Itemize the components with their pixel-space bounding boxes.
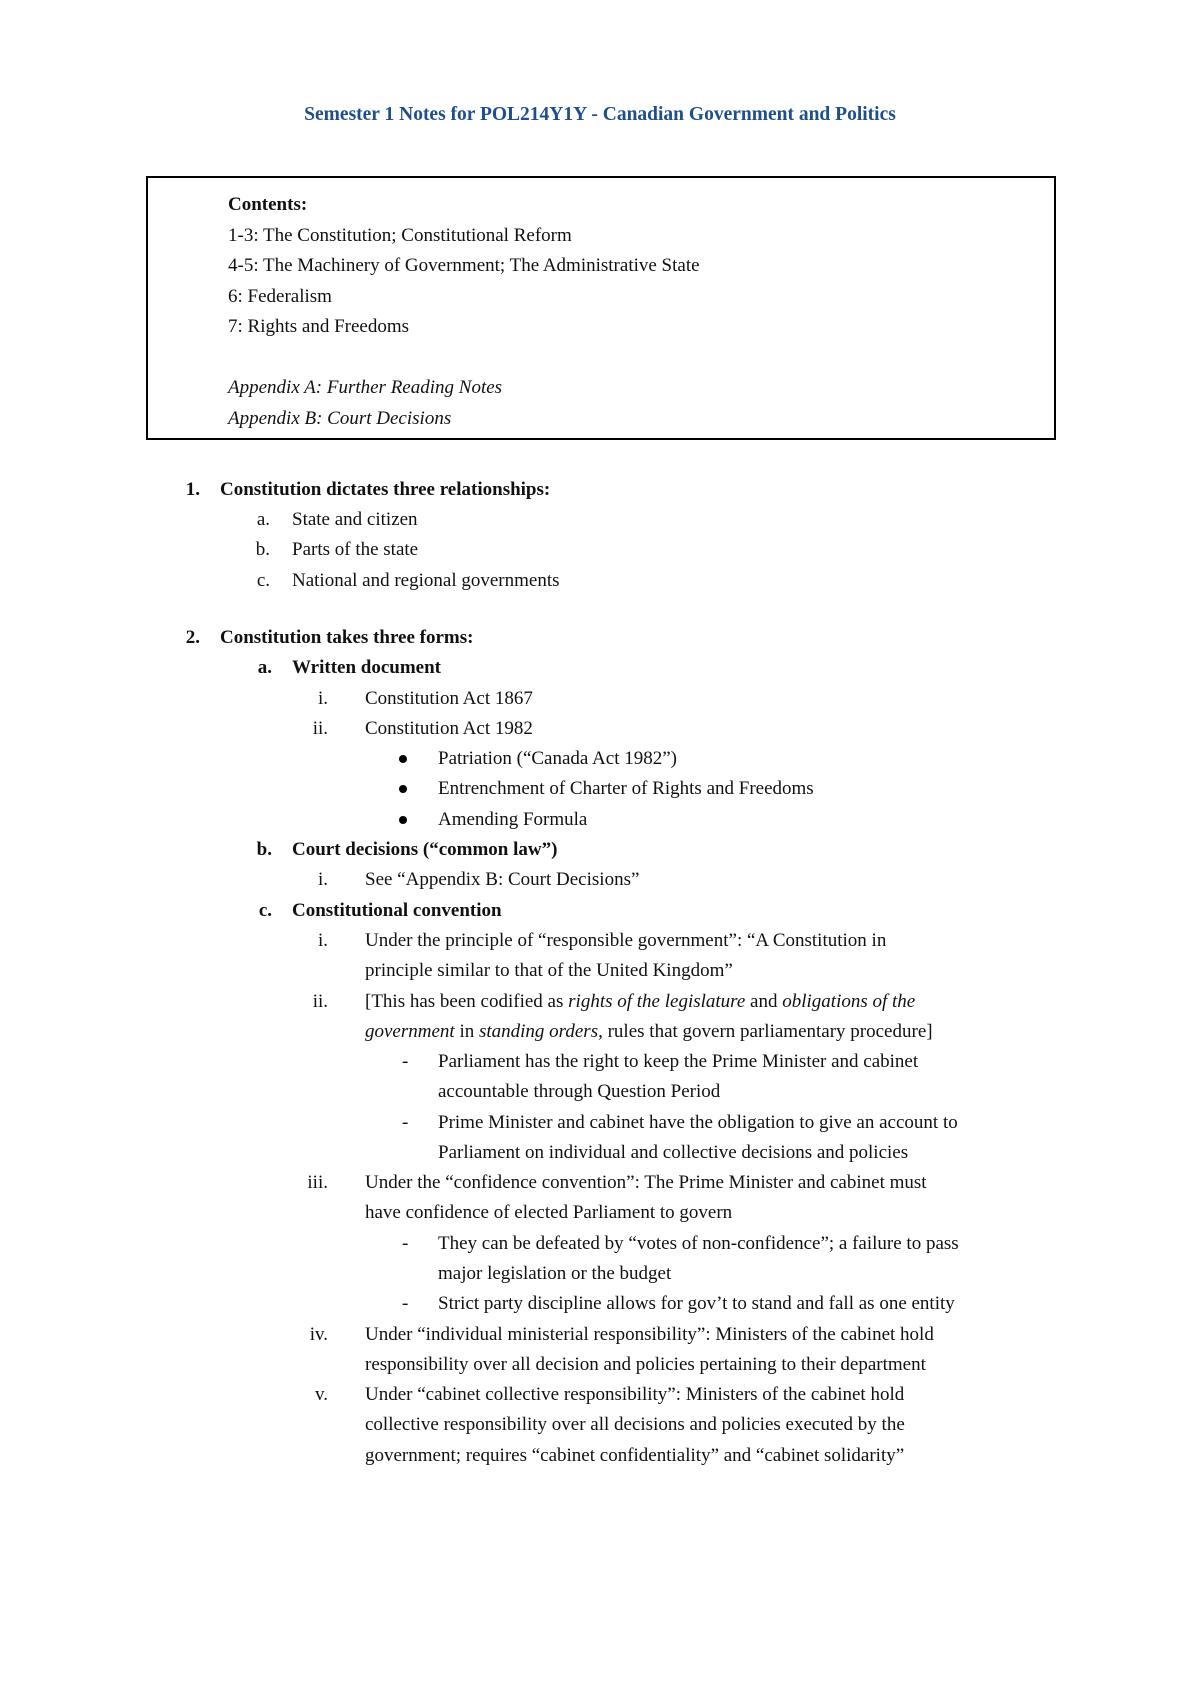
roman-marker: ii. bbox=[312, 718, 328, 739]
list-item: Under the principle of “responsible government”: “A Constitution in bbox=[365, 930, 887, 951]
contents-heading: Contents: bbox=[228, 194, 308, 215]
list-marker: a. bbox=[257, 657, 272, 678]
dash-item: Prime Minister and cabinet have the obligation to give an account to bbox=[438, 1112, 958, 1133]
list-item: principle similar to that of the United Kingdom” bbox=[365, 960, 733, 981]
contents-box bbox=[146, 176, 1056, 440]
list-item: government in standing orders, rules that govern parliamentary procedure] bbox=[365, 1021, 933, 1042]
list-item: responsibility over all decision and policies pertaining to their department bbox=[365, 1354, 926, 1375]
dash-marker: - bbox=[402, 1233, 409, 1254]
list-item: Under “individual ministerial responsibility”: Ministers of the cabinet hold bbox=[365, 1324, 934, 1345]
dash-item: They can be defeated by “votes of non-confidence”; a failure to pass bbox=[438, 1233, 959, 1254]
dash-marker: - bbox=[402, 1051, 409, 1072]
roman-marker: iv. bbox=[309, 1324, 328, 1345]
bullet-item: Entrenchment of Charter of Rights and Freedoms bbox=[438, 778, 814, 799]
contents-item: 1-3: The Constitution; Constitutional Reform bbox=[228, 224, 572, 246]
list-item: have confidence of elected Parliament to govern bbox=[365, 1202, 733, 1223]
contents-appendix: Appendix B: Court Decisions bbox=[228, 407, 452, 429]
subsection-heading: Constitutional convention bbox=[292, 900, 502, 921]
contents-spacer bbox=[228, 343, 1054, 374]
dash-marker: - bbox=[402, 1112, 409, 1133]
section-heading: Constitution takes three forms: bbox=[220, 627, 474, 648]
bullet-icon bbox=[399, 785, 407, 793]
list-item: government; requires “cabinet confidentiality” and “cabinet solidarity” bbox=[365, 1445, 905, 1466]
contents-item: 4-5: The Machinery of Government; The Administrative State bbox=[228, 255, 700, 276]
dash-item: Parliament on individual and collective decisions and policies bbox=[438, 1142, 909, 1163]
list-item: Constitution Act 1867 bbox=[365, 688, 533, 709]
contents-item: 7: Rights and Freedoms bbox=[228, 316, 410, 337]
list-item: See “Appendix B: Court Decisions” bbox=[365, 869, 640, 890]
dash-item: accountable through Question Period bbox=[438, 1081, 721, 1102]
bullet-icon bbox=[399, 816, 407, 824]
list-item: National and regional governments bbox=[292, 570, 560, 591]
list-item: [This has been codified as rights of the legislature and obligations of the bbox=[365, 991, 916, 1012]
roman-marker: iii. bbox=[307, 1172, 328, 1193]
contents-appendix: Appendix A: Further Reading Notes bbox=[228, 377, 503, 398]
list-item: State and citizen bbox=[292, 509, 418, 530]
list-item: Constitution Act 1982 bbox=[365, 718, 533, 739]
page-title: Semester 1 Notes for POL214Y1Y - Canadian Government and Politics bbox=[304, 104, 896, 125]
bullet-icon bbox=[399, 755, 407, 763]
contents-item: 6: Federalism bbox=[228, 285, 332, 307]
dash-item: Parliament has the right to keep the Prime Minister and cabinet bbox=[438, 1051, 919, 1072]
list-item: collective responsibility over all decisions and policies executed by the bbox=[365, 1414, 905, 1435]
dash-marker: - bbox=[402, 1293, 409, 1314]
section-number: 1. bbox=[185, 479, 200, 500]
roman-marker: i. bbox=[317, 930, 328, 951]
section-heading: Constitution dictates three relationships: bbox=[220, 479, 551, 500]
list-marker: c. bbox=[258, 900, 272, 921]
list-item: Under “cabinet collective responsibility”: Ministers of the cabinet hold bbox=[365, 1384, 905, 1405]
list-marker: b. bbox=[256, 839, 272, 860]
section-number: 2. bbox=[185, 627, 200, 648]
list-item: Parts of the state bbox=[292, 539, 419, 560]
roman-marker: v. bbox=[314, 1384, 328, 1405]
roman-marker: i. bbox=[317, 688, 328, 709]
bullet-item: Amending Formula bbox=[438, 809, 588, 830]
dash-item: major legislation or the budget bbox=[438, 1263, 672, 1284]
list-item: Under the “confidence convention”: The Prime Minister and cabinet must bbox=[365, 1172, 927, 1193]
subsection-heading: Court decisions (“common law”) bbox=[292, 839, 558, 860]
roman-marker: i. bbox=[317, 869, 328, 890]
list-marker: b. bbox=[255, 539, 270, 560]
bullet-item: Patriation (“Canada Act 1982”) bbox=[438, 748, 678, 769]
subsection-heading: Written document bbox=[292, 657, 441, 678]
dash-item: Strict party discipline allows for gov’t to stand and fall as one entity bbox=[438, 1293, 955, 1314]
roman-marker: ii. bbox=[312, 991, 328, 1012]
list-marker: a. bbox=[256, 509, 270, 530]
list-marker: c. bbox=[256, 570, 270, 591]
